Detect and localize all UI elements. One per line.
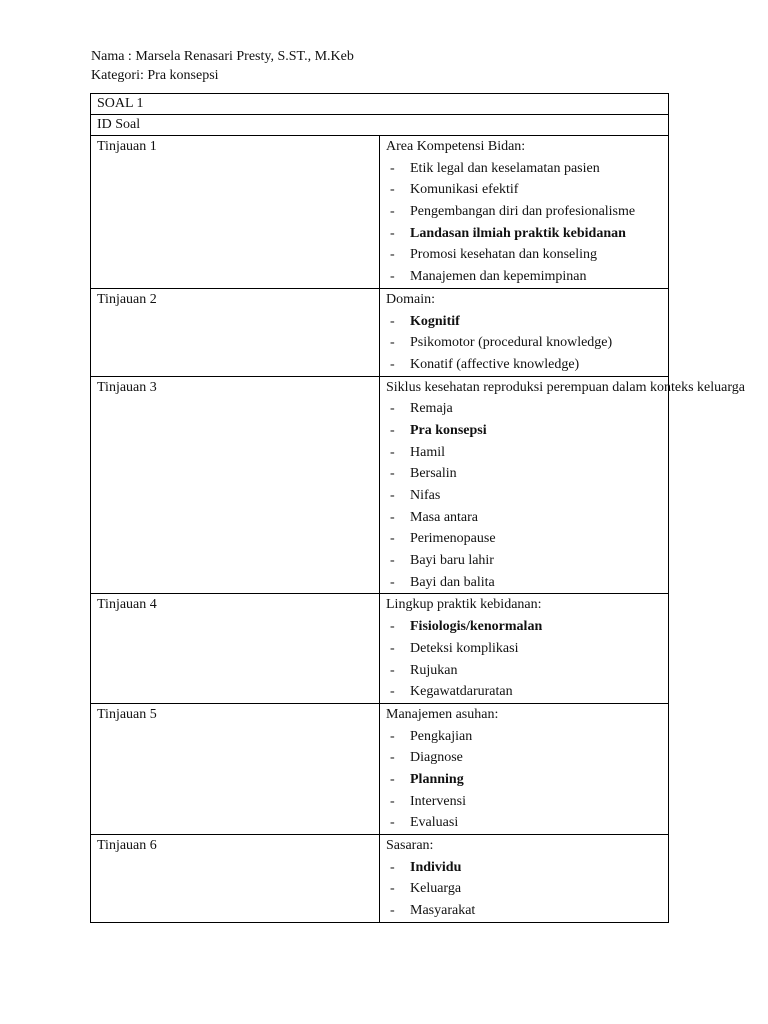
id-soal: ID Soal [91,115,669,136]
bullet-dash-icon: - [390,619,395,635]
list-item-text: Perimenopause [410,531,496,547]
list-item-text: Psikomotor (procedural knowledge) [410,335,613,351]
tinjauan-content [380,136,669,289]
bullet-dash-icon: - [390,640,395,656]
bullet-dash-icon: - [390,269,395,285]
list-item-text: Hamil [410,444,445,460]
list-item-text: Deteksi komplikasi [410,640,519,656]
list-item [386,572,662,594]
list-item [386,507,662,529]
list-item [386,747,662,769]
bullet-dash-icon: - [390,160,395,176]
nama-line: Nama : Marsela Renasari Presty, S.ST., M.Keb [91,49,354,64]
bullet-dash-icon: - [390,401,395,417]
list-item-text: Diagnose [410,750,463,766]
tinjauan-intro: Siklus kesehatan reproduksi perempuan dalam konteks keluarga [386,379,745,395]
list-item-text: Keluarga [410,881,462,897]
list-item [386,420,662,442]
id-soal-row [91,115,669,136]
list-item-text: Konatif (affective knowledge) [410,356,580,372]
tinjauan-content [380,703,669,834]
list-item-text: Pra konsepsi [410,422,487,438]
list-item-text: Remaja [410,401,453,417]
list-item [386,638,662,660]
bullet-dash-icon: - [390,531,395,547]
list-item [386,726,662,748]
bullet-dash-icon: - [390,444,395,460]
bullet-dash-icon: - [390,903,395,919]
tinjauan-row [91,376,669,594]
list-item [386,681,662,703]
list-item-text: Bayi baru lahir [410,553,494,569]
bullet-dash-icon: - [390,793,395,809]
list-item-text: Pengembangan diri dan profesionalisme [410,204,636,220]
tinjauan-intro: Manajemen asuhan: [386,706,499,722]
bullet-dash-icon: - [390,225,395,241]
bullet-dash-icon: - [390,488,395,503]
soal-title: SOAL 1 [91,94,669,115]
list-item-text: Masyarakat [410,903,476,919]
list-item-text: Etik legal dan keselamatan pasien [410,160,600,176]
tinjauan-content [380,594,669,703]
bullet-dash-icon: - [390,182,395,198]
list-item-text: Masa antara [410,509,479,525]
list-item [386,223,662,245]
bullet-dash-icon: - [390,859,395,875]
list-item-text: Planning [410,771,464,787]
bullet-dash-icon: - [390,553,395,569]
bullet-dash-icon: - [390,662,395,678]
bullet-dash-icon: - [390,574,395,590]
tinjauan-intro: Sasaran: [386,838,434,853]
bullet-dash-icon: - [390,509,395,525]
list-item-text: Intervensi [410,793,466,809]
list-item [386,158,662,180]
bullet-dash-icon: - [390,422,395,438]
tinjauan-content [380,835,669,923]
bullet-dash-icon: - [390,750,395,766]
tinjauan-row [91,288,669,376]
tinjauan-row [91,835,669,923]
list-item [386,769,662,791]
tinjauan-content [380,376,745,594]
list-item [386,550,662,572]
bullet-dash-icon: - [390,466,395,482]
tinjauan-row [91,594,669,703]
bullet-dash-icon: - [390,204,395,220]
list-item [386,485,662,507]
tinjauan-label: Tinjauan 3 [91,376,380,594]
list-item-text: Bersalin [410,466,457,482]
kategori-line: Kategori: Pra konsepsi [91,68,219,83]
bullet-dash-icon: - [390,728,395,744]
bullet-dash-icon: - [390,247,395,263]
document-header [91,47,354,85]
list-item [386,311,662,333]
tinjauan-label: Tinjauan 1 [91,136,380,289]
list-item-text: Landasan ilmiah praktik kebidanan [410,225,626,241]
tinjauan-label: Tinjauan 2 [91,288,380,376]
list-item-text: Kognitif [410,313,460,329]
tinjauan-intro: Domain: [386,291,435,307]
bullet-dash-icon: - [390,684,395,700]
bullet-dash-icon: - [390,771,395,787]
list-item-text: Evaluasi [410,815,459,831]
tinjauan-intro: Area Kompetensi Bidan: [386,139,526,154]
bullet-dash-icon: - [390,881,395,897]
list-item [386,398,662,420]
list-item [386,201,662,223]
list-item-text: Nifas [410,488,441,503]
bullet-dash-icon: - [390,815,395,831]
list-item-text: Kegawatdaruratan [410,684,513,700]
list-item-text: Komunikasi efektif [410,182,519,198]
list-item [386,791,662,813]
tinjauan-label: Tinjauan 6 [91,835,380,923]
list-item-text: Individu [410,859,462,875]
list-item [386,812,662,834]
list-item-text: Promosi kesehatan dan konseling [410,247,598,263]
list-item [386,442,662,464]
list-item [386,857,662,879]
list-item [386,463,662,485]
list-item-text: Bayi dan balita [410,574,495,590]
list-item-text: Manajemen dan kepemimpinan [410,269,587,285]
list-item-text: Pengkajian [410,728,473,744]
tinjauan-content [380,288,669,376]
list-item [386,354,662,376]
list-item [386,900,662,922]
list-item [386,528,662,550]
list-item [386,616,662,638]
soal-table [90,93,745,923]
list-item [386,179,662,201]
tinjauan-label: Tinjauan 5 [91,703,380,834]
list-item [386,878,662,900]
list-item-text: Fisiologis/kenormalan [410,619,543,635]
list-item [386,332,662,354]
tinjauan-row [91,703,669,834]
list-item [386,244,662,266]
soal-title-row [91,94,669,115]
tinjauan-label: Tinjauan 4 [91,594,380,703]
list-item-text: Rujukan [410,662,458,678]
tinjauan-intro: Lingkup praktik kebidanan: [386,597,542,613]
bullet-dash-icon: - [390,356,395,372]
list-item [386,266,662,288]
list-item [386,660,662,682]
bullet-dash-icon: - [390,335,395,351]
tinjauan-row [91,136,669,289]
bullet-dash-icon: - [390,313,395,329]
